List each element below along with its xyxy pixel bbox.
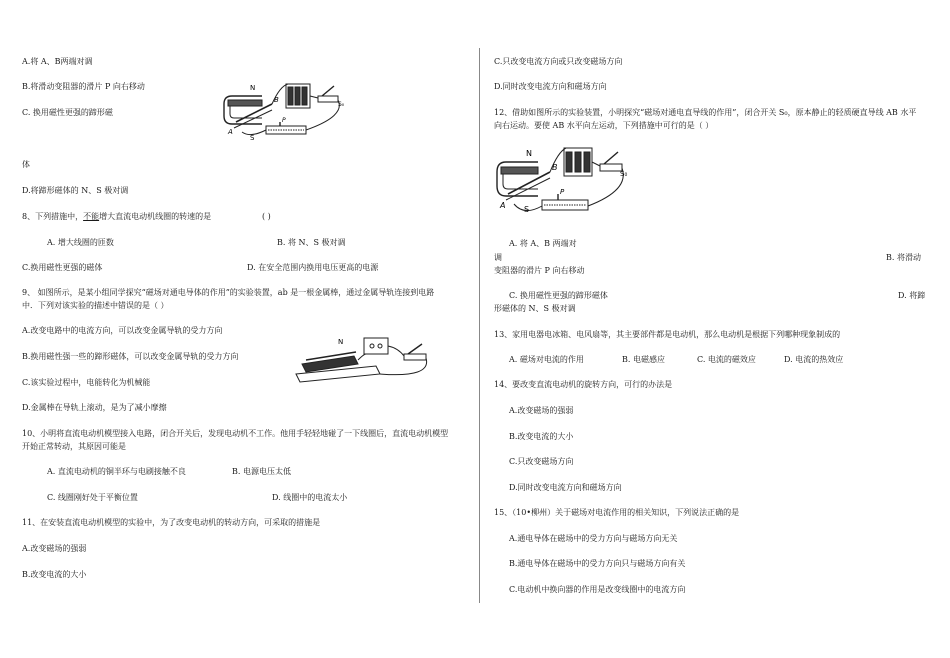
figure-magnet-circuit-q12 bbox=[494, 140, 634, 226]
q7-option-d: D.将蹄形磁体的 N、S 极对调 bbox=[22, 186, 129, 195]
power-terminal bbox=[378, 344, 382, 348]
q11-option-b: B.改变电流的大小 bbox=[22, 570, 87, 579]
q8-stem-underlined: 不能 bbox=[83, 212, 100, 221]
q8-stem-suffix: 增大直流电动机线圈的转速的是 bbox=[99, 212, 212, 221]
q12-option-b-head: B. 将滑动 bbox=[886, 253, 921, 262]
figure-rail-apparatus-q9 bbox=[292, 330, 437, 390]
battery-cell bbox=[295, 87, 300, 105]
battery-cell bbox=[288, 87, 293, 105]
q8-stem bbox=[22, 212, 211, 222]
switch-base bbox=[318, 96, 338, 102]
q12-option-a: A. 将 A、B 两端对 bbox=[509, 239, 577, 248]
q12-option-d-continued: 形磁体的 N、S 极对调 bbox=[494, 304, 576, 313]
wire bbox=[306, 100, 339, 130]
q14-stem: 14、要改变直流电动机的旋转方向，可行的办法是 bbox=[494, 380, 673, 389]
q9-stem-line2: 中．下列对该实验的描述中错误的是（ ） bbox=[22, 301, 169, 310]
label-a: A bbox=[228, 128, 233, 136]
label-n: N bbox=[526, 149, 532, 158]
column-divider bbox=[479, 48, 480, 603]
wire bbox=[592, 162, 600, 166]
q12-option-d-head: D. 将蹄 bbox=[898, 291, 926, 300]
label-n: N bbox=[338, 338, 344, 346]
q12-stem-line1: 12、借助如图所示的实验装置，小明探究“磁场对通电直导线的作用”，闭合开关 S₀，原本静止的轻质硬直导线 AB 水平 bbox=[494, 108, 917, 117]
q10-option-a: A. 直流电动机的铜半环与电刷接触不良 bbox=[47, 467, 186, 476]
q8-stem-prefix: 8、下列措施中， bbox=[22, 212, 84, 221]
q11-option-a: A.改变磁场的强弱 bbox=[22, 544, 87, 553]
q8-option-a: A. 增大线圈的匝数 bbox=[47, 238, 114, 247]
q7-option-c-continued: 体 bbox=[22, 160, 30, 169]
q8-option-d: D. 在安全范围内换用电压更高的电源 bbox=[247, 263, 379, 272]
q12-stem-line2: 向右运动。要使 AB 水平向左运动，下列措施中可行的是（ ） bbox=[494, 121, 714, 130]
q13-option-c: C. 电流的磁效应 bbox=[697, 355, 756, 364]
q11-stem: 11、在安装直流电动机模型的实验中，为了改变电动机的转动方向，可采取的措施是 bbox=[22, 518, 321, 527]
q15-stem: 15、（10•柳州）关于磁场对电流作用的相关知识，下列说法正确的是 bbox=[494, 508, 740, 517]
power-terminal bbox=[370, 344, 374, 348]
switch-lever bbox=[408, 344, 422, 354]
battery-cell bbox=[575, 152, 581, 172]
q9-option-a: A.改变电路中的电流方向，可以改变金属导轨的受力方向 bbox=[22, 326, 223, 335]
q15-option-a: A.通电导体在磁场中的受力方向与磁场方向无关 bbox=[509, 534, 678, 543]
label-p: P bbox=[560, 188, 565, 196]
q8-answer-paren: ( ) bbox=[262, 212, 271, 221]
q9-option-d: D.金属棒在导轨上滚动，是为了减小摩擦 bbox=[22, 403, 167, 412]
label-s: S bbox=[524, 205, 530, 214]
q13-stem: 13、家用电器电冰箱、电风扇等，其主要部件都是电动机，那么电动机是根据下列哪种现象制成的 bbox=[494, 330, 841, 339]
q11-option-d: D.同时改变电流方向和磁场方向 bbox=[494, 82, 607, 91]
label-a: A bbox=[500, 201, 506, 210]
q14-option-a: A.改变磁场的强弱 bbox=[509, 406, 574, 415]
q7-option-c: C. 换用磁性更强的蹄形磁 bbox=[22, 108, 113, 117]
label-s0: S₀ bbox=[338, 101, 345, 108]
label-p: P bbox=[282, 117, 286, 124]
wire bbox=[388, 346, 404, 356]
battery-cell bbox=[302, 87, 307, 105]
magnet bbox=[302, 356, 358, 372]
battery-cell bbox=[584, 152, 590, 172]
label-b: B bbox=[274, 96, 279, 104]
label-s0: S₀ bbox=[620, 170, 628, 178]
q13-option-a: A. 磁场对电流的作用 bbox=[509, 355, 584, 364]
q9-option-c: C.该实验过程中，电能转化为机械能 bbox=[22, 378, 151, 387]
q10-stem-line2: 开始正常转动，其原因可能是 bbox=[22, 442, 126, 451]
q14-option-b: B.改变电流的大小 bbox=[509, 432, 574, 441]
q15-option-b: B.通电导体在磁场中的受力方向只与磁场方向有关 bbox=[509, 559, 686, 568]
conductor-rod-ab bbox=[508, 172, 550, 194]
q14-option-c: C.只改变磁场方向 bbox=[509, 457, 574, 466]
q12-option-c: C. 换用磁性更强的蹄形磁体 bbox=[509, 291, 608, 300]
power-supply bbox=[364, 338, 388, 354]
q8-option-c: C.换用磁性更强的磁体 bbox=[22, 263, 103, 272]
q9-stem-line1: 9、 如图所示，是某小组同学探究“磁场对通电导体的作用”的实验装置，ab 是一根金属棒，通过金属导轨连接到电路 bbox=[22, 288, 435, 297]
q8-option-b: B. 将 N、S 极对调 bbox=[277, 238, 346, 247]
q15-option-c: C.电动机中换向器的作用是改变线圈中的电流方向 bbox=[509, 585, 686, 594]
magnet-top-arm bbox=[228, 100, 262, 106]
q12-option-a-continued: 调 bbox=[494, 253, 502, 262]
label-n: N bbox=[250, 84, 256, 92]
q7-option-a: A.将 A、B两端对调 bbox=[22, 57, 93, 66]
switch-base bbox=[600, 164, 622, 171]
battery-cell bbox=[566, 152, 572, 172]
wire bbox=[588, 168, 623, 206]
q10-option-d: D. 线圈中的电流太小 bbox=[272, 493, 348, 502]
q13-option-b: B. 电磁感应 bbox=[622, 355, 665, 364]
q10-stem-line1: 10、小明将直流电动机模型接入电路，闭合开关后，发现电动机不工作。他用手轻轻地碰了一下线圈后，直流电动机模型 bbox=[22, 429, 449, 438]
label-b: B bbox=[552, 163, 558, 172]
magnet-top-arm bbox=[501, 167, 538, 174]
figure-magnet-circuit-q7 bbox=[222, 76, 352, 148]
q12-option-b-continued: 变阻器的滑片 P 向右移动 bbox=[494, 266, 585, 275]
q14-option-d: D.同时改变电流方向和磁场方向 bbox=[509, 483, 622, 492]
q7-option-b: B.将滑动变阻器的滑片 P 向右移动 bbox=[22, 82, 145, 91]
q10-option-b: B. 电源电压太低 bbox=[232, 467, 291, 476]
q13-option-d: D. 电流的热效应 bbox=[784, 355, 844, 364]
wire bbox=[310, 96, 318, 98]
switch-lever bbox=[604, 152, 618, 164]
q11-option-c: C.只改变电流方向或只改变磁场方向 bbox=[494, 57, 623, 66]
q10-option-c: C. 线圈刚好处于平衡位置 bbox=[47, 493, 138, 502]
label-s: S bbox=[250, 134, 255, 142]
q9-option-b: B.换用磁性强一些的蹄形磁体，可以改变金属导轨的受力方向 bbox=[22, 352, 239, 361]
switch-lever bbox=[322, 86, 334, 96]
switch-base bbox=[404, 354, 426, 360]
wire bbox=[358, 354, 366, 360]
